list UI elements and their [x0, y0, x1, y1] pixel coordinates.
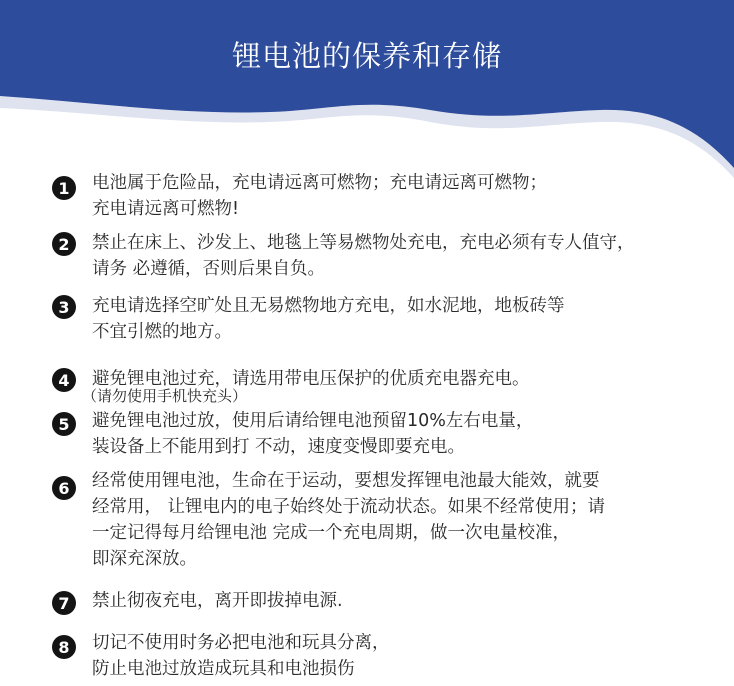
page-title: 锂电池的保养和存储 — [231, 39, 502, 73]
number-8-icon: 8 — [52, 635, 76, 659]
list-item-line: 充电请远离可燃物! — [92, 199, 240, 219]
list-item-line: 不宜引燃的地方。 — [92, 322, 232, 342]
list-item-line: 切记不使用时务必把电池和玩具分离， — [92, 633, 390, 653]
list-item-line: 经常用， 让锂电内的电子始终处于流动状态。如果不经常使用；请 — [92, 497, 606, 517]
list-item-line: 避免锂电池过充，请选用带电压保护的优质充电器充电。 — [92, 369, 530, 389]
number-3-icon: 3 — [52, 295, 76, 319]
number-4-icon: 4 — [52, 368, 76, 392]
list-item-line: 电池属于危险品，充电请远离可燃物；充电请远离可燃物； — [92, 173, 547, 193]
number-2-icon: 2 — [52, 232, 76, 256]
list-item-line: 禁止在床上、沙发上、地毯上等易燃物处充电，充电必须有专人值守， — [92, 233, 635, 253]
note-text: （请勿使用手机快充头） — [82, 387, 248, 405]
list-item-line: 请务 必遵循，否则后果自负。 — [92, 259, 326, 279]
list-item-line: 避免锂电池过放，使用后请给锂电池预留10%左右电量， — [92, 411, 534, 431]
list-item-line: 充电请选择空旷处且无易燃物地方充电，如水泥地，地板砖等 — [92, 296, 565, 316]
list-item-line: 即深充深放。 — [92, 549, 197, 569]
number-7-icon: 7 — [52, 591, 76, 615]
number-1-icon: 1 — [52, 176, 76, 200]
list-item-line: 经常使用锂电池，生命在于运动，要想发挥锂电池最大能效，就要 — [92, 471, 600, 491]
list-item-line: 一定记得每月给锂电池 完成一个充电周期，做一次电量校准， — [92, 523, 571, 543]
number-6-icon: 6 — [52, 476, 76, 500]
list-item-line: 禁止彻夜充电，离开即拔掉电源. — [92, 591, 343, 611]
list-item-line: 装设备上不能用到打 不动，速度变慢即要充电。 — [92, 437, 466, 457]
list-item-line: 防止电池过放造成玩具和电池损伤 — [92, 659, 355, 679]
number-5-icon: 5 — [52, 412, 76, 436]
header-wave-background — [0, 0, 734, 190]
